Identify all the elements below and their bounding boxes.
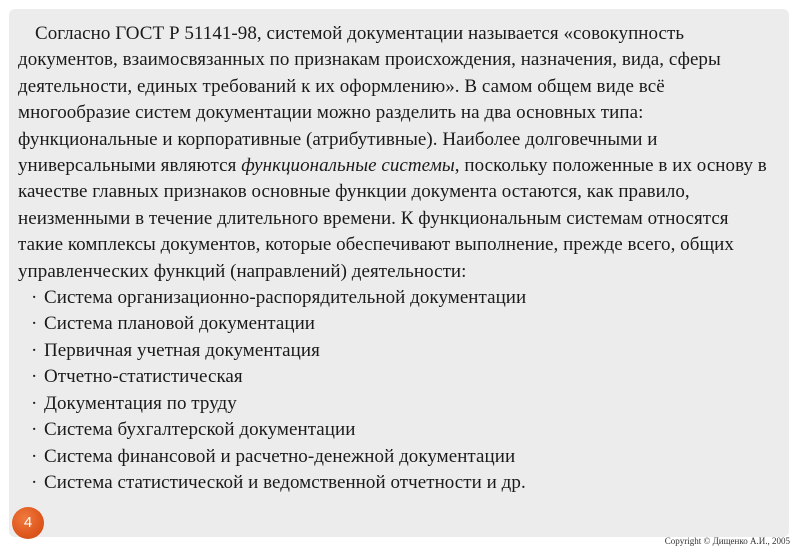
bullet-marker: · — [31, 313, 38, 335]
list-item-text: Отчетно-статистическая — [44, 366, 243, 388]
list-item-text: Система бухгалтерской документации — [44, 419, 356, 441]
bullet-marker: · — [31, 392, 38, 414]
slide-body — [18, 21, 778, 496]
list-item-text: Система статистической и ведомственной отчетности и др. — [44, 471, 526, 493]
list-item — [18, 338, 778, 364]
bullet-marker: · — [31, 419, 38, 441]
bullet-marker: · — [31, 339, 38, 361]
intro-text: Согласно ГОСТ Р 51141-98, системой документации называется «совокупность документов, взаимосвязанных по признакам происхождения, назначения, вида, сферы деятельности, единых требований к их оформлению». В самом общем виде всё многообразие систем документации можно разделить на два основных типа: функциональные и корпоративные (атрибутивные). Наиболее долговечными и универсальными являются — [18, 23, 721, 177]
list-item-text: Система организационно-распорядительной документации — [44, 287, 527, 309]
list-item — [18, 470, 778, 496]
bullet-marker: · — [31, 445, 38, 467]
list-item-text: Документация по труду — [44, 392, 237, 414]
emphasis-functional-systems: функциональные системы — [241, 155, 455, 177]
list-item — [18, 364, 778, 390]
list-item — [18, 285, 778, 311]
copyright-notice: Copyright © Дищенко А.И., 2005 — [664, 536, 790, 546]
list-item — [18, 444, 778, 470]
intro-text-continued: , поскольку положенные в их основу в качестве главных признаков основные функции документа остаются, как правило, неизменными в течение длительного времени. К функциональным системам относятся такие комплексы документов, которые обеспечивают выполнение, прежде всего, общих управленческих функций (направлений) деятельности: — [18, 155, 767, 282]
list-item — [18, 311, 778, 337]
list-item-text: Система финансовой и расчетно-денежной документации — [44, 445, 516, 467]
functional-systems-list — [18, 285, 778, 496]
bullet-marker: · — [31, 366, 38, 388]
bullet-marker: · — [31, 287, 38, 309]
list-item-text: Первичная учетная документация — [44, 339, 320, 361]
intro-paragraph — [18, 21, 778, 285]
list-item-text: Система плановой документации — [44, 313, 316, 335]
list-item — [18, 417, 778, 443]
bullet-marker: · — [31, 471, 38, 493]
list-item — [18, 391, 778, 417]
page-number-badge: 4 — [12, 507, 44, 539]
